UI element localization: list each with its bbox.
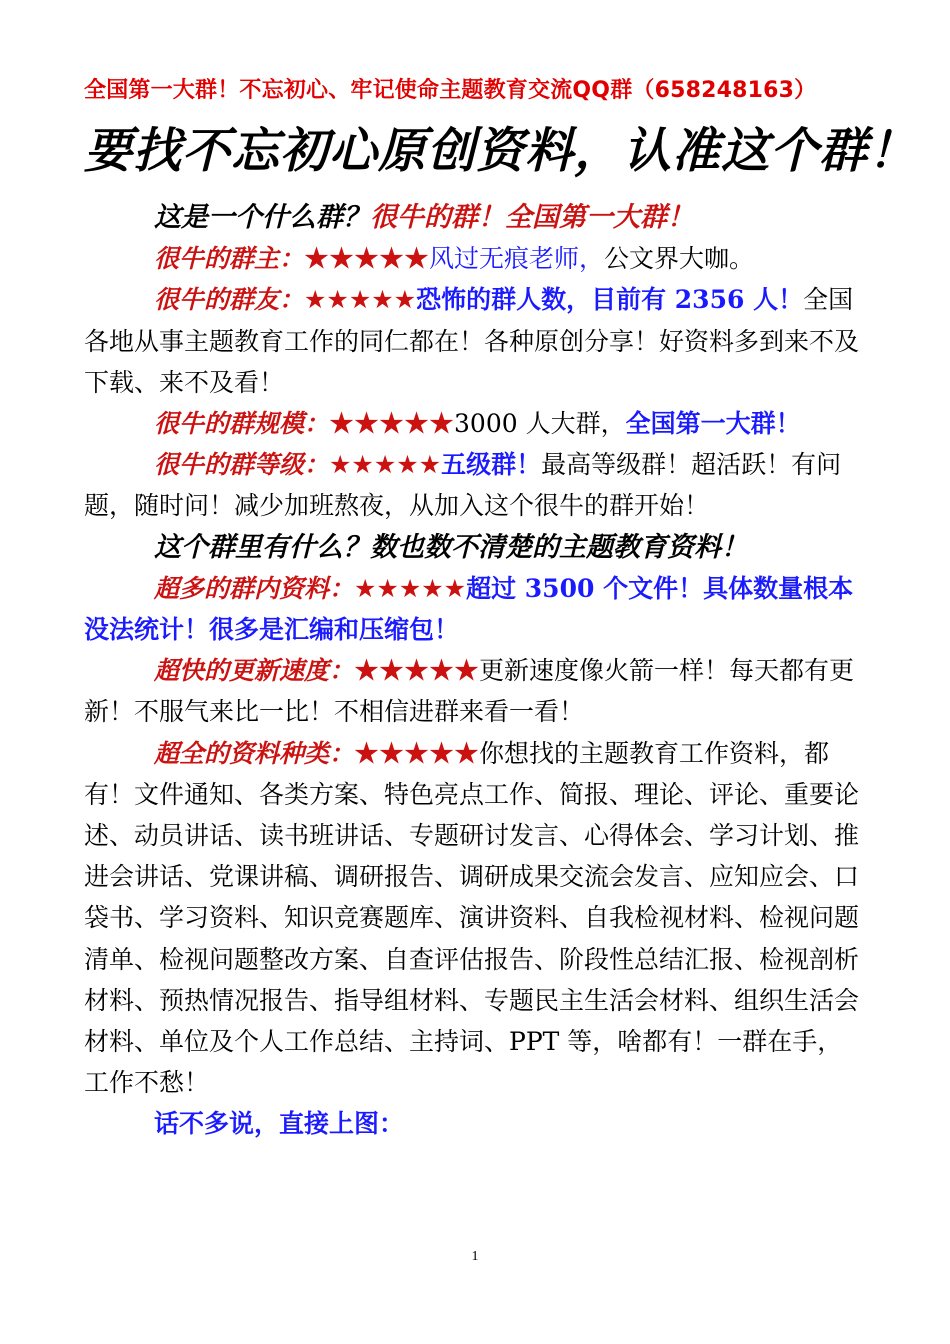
item-highlight: 全国第一大群！ [625,409,801,439]
document-body [84,197,864,1145]
item-label: 很牛的群等级： [154,450,330,480]
item-text: 3000 人大群， [454,409,626,439]
section2-heading: 这个群里有什么？数也数不清楚的主题教育资料！ [154,531,748,563]
star-rating: ★★★★★ [354,656,480,686]
item-highlight: 五级群！ [441,450,542,480]
star-rating: ★★★★★ [354,573,467,603]
item-group-owner [84,238,864,279]
item-highlight: 超过 3500 个文件！具体数量根本没法统计！很多是汇编和压缩包！ [84,573,854,645]
section1-answer: 很牛的群！全国第一大群！ [370,202,694,233]
star-rating: ★★★★★ [304,244,430,274]
item-many-files [84,568,864,650]
item-group-level [84,444,864,526]
item-material-types [84,733,864,1104]
page-number: 1 [471,1249,479,1264]
star-rating: ★★★★★ [329,409,455,439]
item-label: 超快的更新速度： [154,656,355,686]
item-text: 全国各地从事主题教育工作的同仁都在！各种原创分享！好资料多到来不及下载、来不及看！ [84,285,860,397]
star-rating: ★★★★★ [304,285,417,315]
item-label: 超全的资料种类： [154,738,355,768]
page-headline: 要找不忘初心原创资料，认准这个群！ [84,123,918,179]
item-label: 很牛的群主： [154,244,305,274]
section1-question: 这是一个什么群？ [154,202,370,233]
item-group-scale [84,403,864,444]
item-highlight: 恐怖的群人数，目前有 2356 人！ [416,285,804,315]
item-text: 公文界大咖。 [604,244,755,274]
star-rating: ★★★★★ [354,738,480,768]
item-update-speed [84,650,864,732]
item-text: 最高等级群！超活跃！有问题，随时问！减少加班熬夜，从加入这个很牛的群开始！ [84,450,842,521]
item-label: 很牛的群友： [154,285,305,315]
closing-line: 话不多说，直接上图： [154,1109,405,1139]
item-label: 很牛的群规模： [154,409,330,439]
item-label: 超多的群内资料： [154,573,355,603]
item-text: 更新速度像火箭一样！每天都有更新！不服气来比一比！不相信进群来看一看！ [84,656,855,727]
item-highlight: 风过无痕老师， [429,244,605,274]
item-text: 你想找的主题教育工作资料，都有！文件通知、各类方案、特色亮点工作、简报、理论、评论、重要论述、动员讲话、读书班讲话、专题研讨发言、心得体会、学习计划、推进会讲话、党课讲稿、调研报告、调研成果交流会发言、应知应会、口袋书、学习资料、知识竞赛题库、演讲资料、自我检视材料、检视问题清单、检视问题整改方案、自查评估报告、阶段性总结汇报、检视剖析材料、预热情况报告、指导组材料、专题民主生活会材料、组织生活会材料、单位及个人工作总结、主持词、PPT 等，啥都有！一群在手，工作不愁！ [84,738,860,1098]
group-header-line: 全国第一大群！不忘初心、牢记使命主题教育交流QQ群（658248163） [84,78,817,103]
section1-heading [84,197,864,238]
item-group-members [84,279,864,403]
star-rating: ★★★★★ [329,450,442,480]
